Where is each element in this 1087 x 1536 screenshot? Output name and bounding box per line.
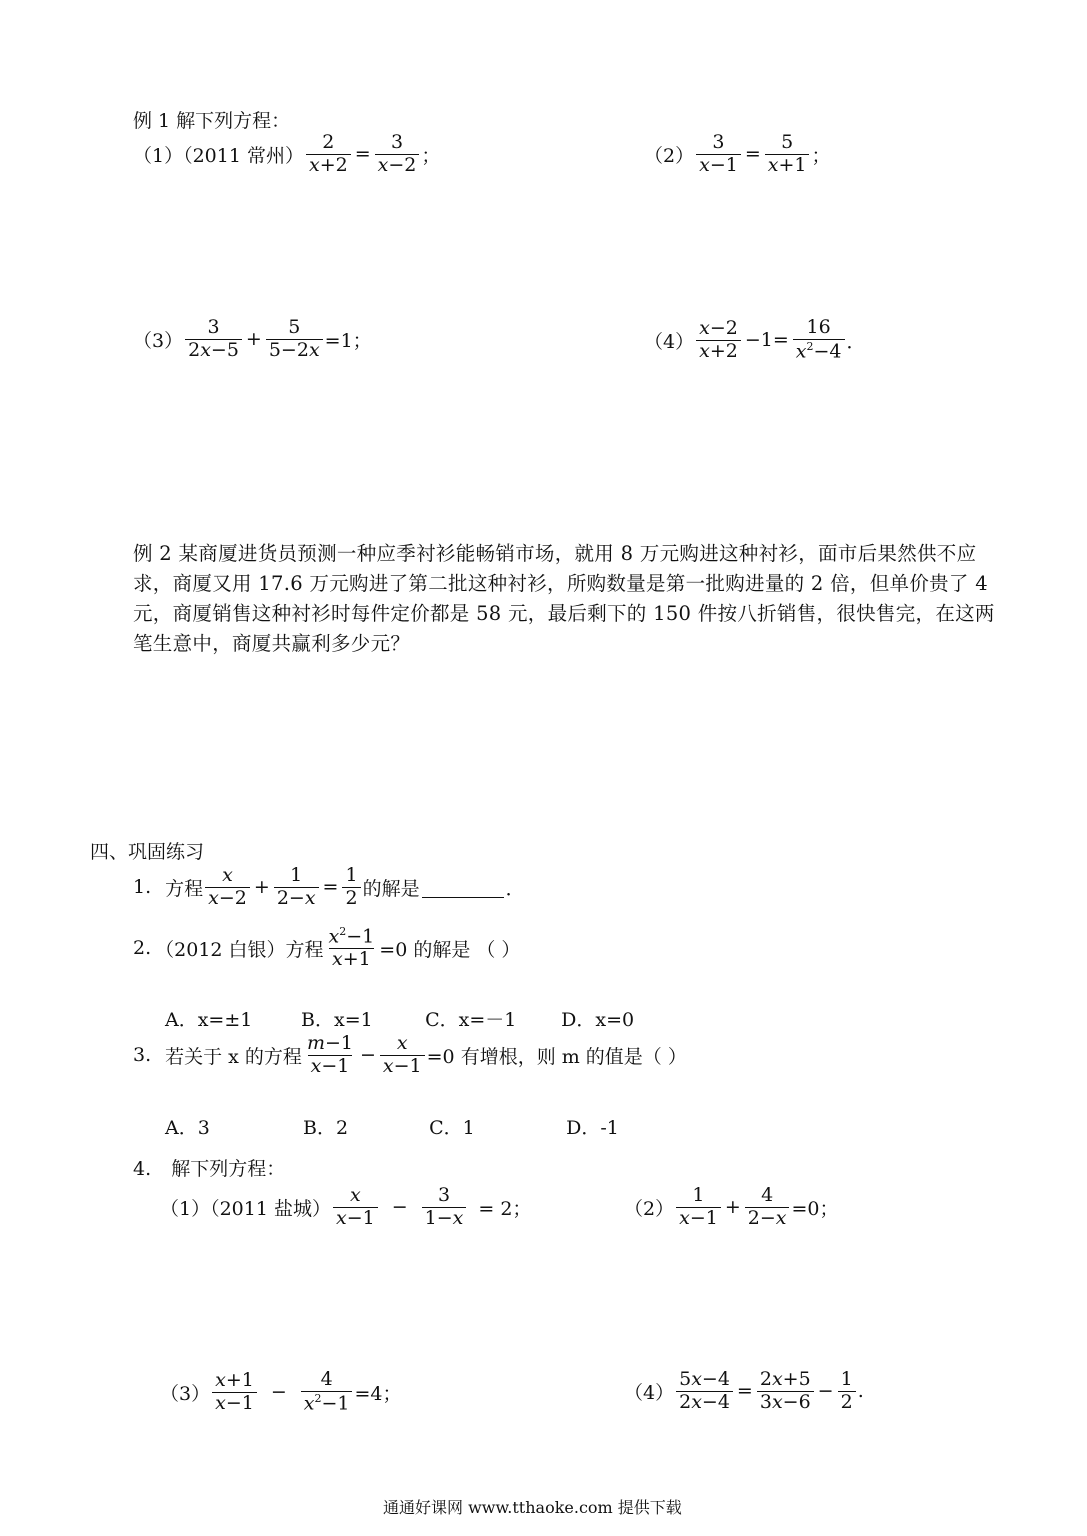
q4-label: （4） [644, 330, 695, 353]
fraction: $\frac{x}{x-1}$ [380, 1034, 425, 1077]
q2-label: （2） [644, 144, 695, 167]
fraction: $\frac{5}{5-2x}$ [266, 318, 323, 361]
fraction: $\frac{5}{x+1}$ [765, 133, 810, 176]
example1-q3: （3） $\frac{3}{2x-5}$ + $\frac{5}{5-2x}$ =1； [133, 316, 372, 361]
problem-4-q4: （4） $\frac{5x-4}{2x-4}$ = $\frac{2x+5}{3x-6}$ − $\frac{1}{2}$ . [624, 1368, 864, 1413]
fraction: $\frac{3}{x-2}$ [375, 133, 420, 176]
fraction: $\frac{2}{x+2}$ [306, 133, 351, 176]
problem-4-q3: （3） $\frac{x+1}{x-1}$ − $\frac{4}{x^2-1}$ =4； [160, 1368, 402, 1415]
fraction: $\frac{1}{2}$ [342, 866, 360, 909]
fraction: $\frac{x^2-1}{x+1}$ [328, 925, 375, 971]
fraction: $\frac{x}{x-2}$ [205, 866, 250, 909]
fraction: $\frac{1}{2-x}$ [274, 866, 319, 909]
problem-4-q1: （1）（2011 盐城） $\frac{x}{x-1}$ − $\frac{3}{1-x}$ = 2； [160, 1184, 532, 1229]
problem-1: 1. 方程 $\frac{x}{x-2}$ + $\frac{1}{2-x}$ = $\frac{1}{2}$ 的解是 ． [133, 864, 525, 909]
answer-blank[interactable] [422, 877, 504, 898]
problem-4-title: 4. 解下列方程： [133, 1158, 286, 1180]
problem-4-q2: （2） $\frac{1}{x-1}$ + $\frac{4}{2-x}$ =0； [624, 1184, 839, 1229]
fraction: $\frac{m-1}{x-1}$ [306, 1032, 353, 1077]
q1-label: （1）（2011 常州） [133, 144, 304, 167]
problem-3-choices [165, 1113, 619, 1140]
choice-c[interactable]: C．1 [429, 1117, 475, 1139]
choice-d[interactable]: D．x=0 [561, 1009, 635, 1031]
choice-b[interactable]: B．2 [303, 1117, 349, 1139]
fraction: $\frac{1}{2}$ [838, 1370, 856, 1413]
fraction: $\frac{16}{x^2-4}$ [793, 318, 845, 362]
footer: 通通好课网 www.tthaoke.com 提供下载 [383, 1498, 682, 1517]
fraction: $\frac{x+1}{x-1}$ [212, 1371, 257, 1414]
example1-q1: （1）（2011 常州） $\frac{2}{x+2}$ = $\frac{3}{x-2}$ ； [133, 131, 441, 176]
problem-2: 2. （2012 白银）方程 $\frac{x^2-1}{x+1}$ =0 的解是 （ ） [133, 925, 521, 971]
fraction: $\frac{5x-4}{2x-4}$ [676, 1370, 733, 1413]
example1-q2: （2） $\frac{3}{x-1}$ = $\frac{5}{x+1}$ ； [644, 131, 831, 176]
example2-text: 例 2 某商厦进货员预测一种应季衬衫能畅销市场，就用 8 万元购进这种衬衫，面市后果然供不应求，商厦又用 17.6 万元购进了第二批这种衬衫，所购数量是第一批购进量的 2 倍，但单价贵了 4 元，商厦销售这种衬衫时每件定价都是 58 元，最后剩下的 150 件按八折销售，很快售完，在这两笔生意中，商厦共赢利多少元？ [133, 542, 995, 655]
section4-title: 四、巩固练习 [90, 841, 205, 863]
example1-title: 例 1 解下列方程： [133, 110, 291, 132]
choice-d[interactable]: D．-1 [566, 1117, 619, 1139]
fraction: $\frac{2x+5}{3x-6}$ [757, 1370, 814, 1413]
choice-b[interactable]: B．x=1 [301, 1009, 373, 1031]
fraction: $\frac{3}{2x-5}$ [185, 318, 242, 361]
choice-a[interactable]: A．3 [165, 1117, 210, 1139]
problem-3: 3. 若关于 x 的方程 $\frac{m-1}{x-1}$ − $\frac{x}{x-1}$ =0 有增根，则 m 的值是（ ） [133, 1032, 687, 1077]
choice-c[interactable]: C．x=－1 [425, 1009, 517, 1031]
q3-label: （3） [133, 329, 184, 352]
fraction: $\frac{3}{1-x}$ [422, 1186, 467, 1229]
problem-2-choices [165, 1005, 634, 1032]
example1-q4: （4） $\frac{x-2}{x+2}$ −1= $\frac{16}{x^2-4}$ ． [644, 316, 866, 363]
fraction: $\frac{3}{x-1}$ [696, 133, 741, 176]
fraction: $\frac{4}{x^2-1}$ [301, 1370, 353, 1414]
fraction: $\frac{1}{x-1}$ [676, 1186, 721, 1229]
fraction: $\frac{4}{2-x}$ [745, 1186, 790, 1229]
fraction: $\frac{x-2}{x+2}$ [696, 319, 741, 362]
choice-a[interactable]: A．x=±1 [165, 1009, 253, 1031]
fraction: $\frac{x}{x-1}$ [333, 1186, 378, 1229]
